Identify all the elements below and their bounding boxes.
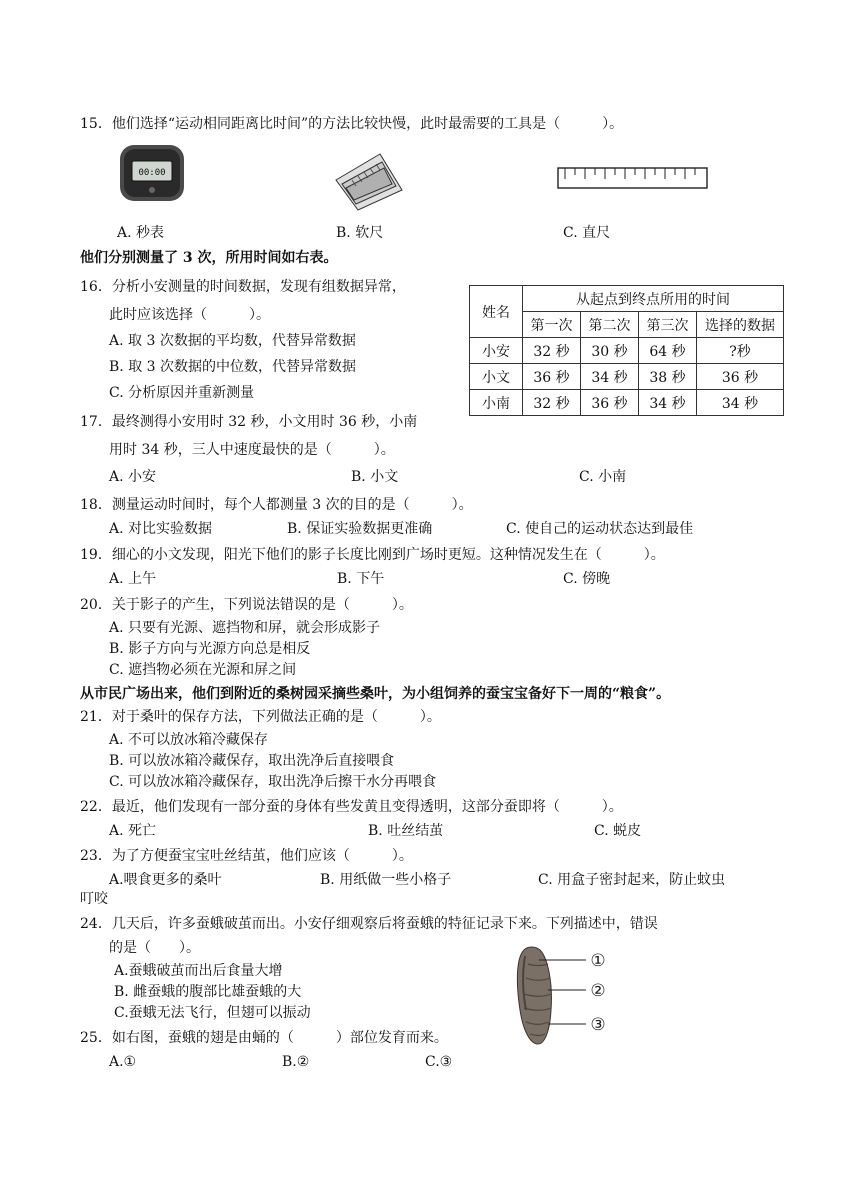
q17-stem-1: 17．最终测得小安用时 32 秒，小文用时 36 秒，小南	[80, 414, 418, 430]
q17-option-a: A. 小安	[109, 469, 157, 485]
q23-option-a: A.喂食更多的桑叶	[109, 872, 222, 888]
table-cell: 34 秒	[697, 390, 784, 416]
section-intro-2: 从市民广场出来，他们到附近的桑树园采摘些桑叶，为小组饲养的蚕宝宝备好下一周的“粮食”。	[80, 686, 671, 702]
q15-option-b: B. 软尺	[336, 225, 384, 241]
q19-option-c: C. 傍晚	[563, 571, 611, 587]
q22-option-b: B. 吐丝结茧	[368, 823, 444, 839]
q24-option-b: B. 雌蚕蛾的腹部比雄蚕蛾的大	[114, 984, 302, 1000]
ruler-icon	[557, 167, 708, 193]
table-cell: 小文	[470, 364, 523, 390]
table-cell: ?秒	[697, 338, 784, 364]
table-subheader: 第二次	[581, 312, 639, 338]
q23-option-c: C. 用盒子密封起来，防止蚊虫	[538, 872, 726, 888]
table-cell: 64 秒	[639, 338, 697, 364]
table-cell: 34 秒	[581, 364, 639, 390]
q24-stem-2: 的是（ ）。	[109, 940, 200, 956]
q16-option-b: B. 取 3 次数据的中位数，代替异常数据	[109, 359, 356, 375]
q15-option-c: C. 直尺	[563, 225, 611, 241]
table-cell: 36 秒	[523, 364, 581, 390]
q18-stem: 18．测量运动时间时，每个人都测量 3 次的目的是（ ）。	[80, 497, 473, 513]
q17-option-c: C. 小南	[579, 469, 627, 485]
q15-option-a: A. 秒表	[117, 225, 165, 241]
section-intro-1: 他们分别测量了 3 次，所用时间如右表。	[80, 250, 338, 266]
table-cell: 小安	[470, 338, 523, 364]
q25-option-b: B.②	[282, 1054, 310, 1070]
q21-option-a: A. 不可以放冰箱冷藏保存	[109, 732, 269, 748]
q16-option-c: C. 分析原因并重新测量	[109, 385, 255, 401]
table-cell: 32 秒	[523, 390, 581, 416]
table-cell: 38 秒	[639, 364, 697, 390]
pupa-label-3: ③	[590, 1015, 606, 1035]
table-cell: 36 秒	[581, 390, 639, 416]
table-row	[470, 338, 784, 364]
q23-stem: 23．为了方便蚕宝宝吐丝结茧，他们应该（ ）。	[80, 848, 413, 864]
q17-stem-2: 用时 34 秒，三人中速度最快的是（ ）。	[109, 442, 395, 458]
q17-option-b: B. 小文	[351, 469, 399, 485]
q19-option-a: A. 上午	[109, 571, 157, 587]
pupa-label-1: ①	[590, 951, 606, 971]
table-cell: 小南	[470, 390, 523, 416]
table-header-time: 从起点到终点所用的时间	[523, 286, 784, 312]
q21-option-b: B. 可以放冰箱冷藏保存，取出洗净后直接喂食	[109, 753, 395, 769]
q25-stem: 25．如右图，蚕蛾的翅是由蛹的（ ）部位发育而来。	[80, 1030, 448, 1046]
table-subheader: 选择的数据	[697, 312, 784, 338]
q24-stem-1: 24．几天后，许多蚕蛾破茧而出。小安仔细观察后将蚕蛾的特征记录下来。下列描述中，错误	[80, 916, 658, 932]
q22-option-c: C. 蜕皮	[594, 823, 642, 839]
q16-stem-1: 16．分析小安测量的时间数据，发现有组数据异常，	[80, 279, 406, 295]
q21-option-c: C. 可以放冰箱冷藏保存，取出洗净后擦干水分再喂食	[109, 774, 437, 790]
q20-option-c: C. 遮挡物必须在光源和屏之间	[109, 662, 297, 678]
q15-stem: 15．他们选择“运动相同距离比时间”的方法比较快慢，此时最需要的工具是（ ）。	[80, 116, 624, 132]
stopwatch-icon	[119, 144, 185, 206]
table-row	[470, 390, 784, 416]
q20-option-b: B. 影子方向与光源方向总是相反	[109, 641, 311, 657]
q24-option-a: A.蚕蛾破茧而出后食量大增	[114, 963, 283, 979]
timing-table	[469, 285, 784, 416]
table-subheader: 第三次	[639, 312, 697, 338]
q18-option-a: A. 对比实验数据	[109, 521, 213, 537]
q25-option-a: A.①	[109, 1054, 137, 1070]
silkworm-pupa-diagram	[512, 944, 612, 1052]
q18-option-b: B. 保证实验数据更准确	[287, 521, 433, 537]
q19-option-b: B. 下午	[337, 571, 385, 587]
table-cell: 34 秒	[639, 390, 697, 416]
stopwatch-display: 00:00	[138, 168, 166, 178]
table-row	[470, 364, 784, 390]
q20-stem: 20．关于影子的产生，下列说法错误的是（ ）。	[80, 597, 413, 613]
q20-option-a: A. 只要有光源、遮挡物和屏，就会形成影子	[109, 620, 381, 636]
q21-stem: 21．对于桑叶的保存方法，下列做法正确的是（ ）。	[80, 709, 441, 725]
table-header-name: 姓名	[470, 286, 523, 338]
q18-option-c: C. 使自己的运动状态达到最佳	[506, 521, 694, 537]
pupa-label-2: ②	[590, 981, 606, 1001]
table-subheader: 第一次	[523, 312, 581, 338]
q25-option-c: C.③	[425, 1054, 453, 1070]
q16-option-a: A. 取 3 次数据的平均数，代替异常数据	[109, 333, 356, 349]
q16-stem-2: 此时应该选择（ ）。	[109, 307, 270, 323]
q23-option-b: B. 用纸做一些小格子	[320, 872, 452, 888]
q23-option-c-cont: 叮咬	[80, 891, 108, 907]
q24-option-c: C.蚕蛾无法飞行，但翅可以振动	[114, 1005, 311, 1021]
q22-option-a: A. 死亡	[109, 823, 157, 839]
table-cell: 36 秒	[697, 364, 784, 390]
q19-stem: 19．细心的小文发现，阳光下他们的影子长度比刚到广场时更短。这种情况发生在（ ）。	[80, 547, 665, 563]
tape-measure-icon	[332, 150, 406, 216]
q22-stem: 22．最近，他们发现有一部分蚕的身体有些发黄且变得透明，这部分蚕即将（ ）。	[80, 799, 623, 815]
table-cell: 30 秒	[581, 338, 639, 364]
table-cell: 32 秒	[523, 338, 581, 364]
